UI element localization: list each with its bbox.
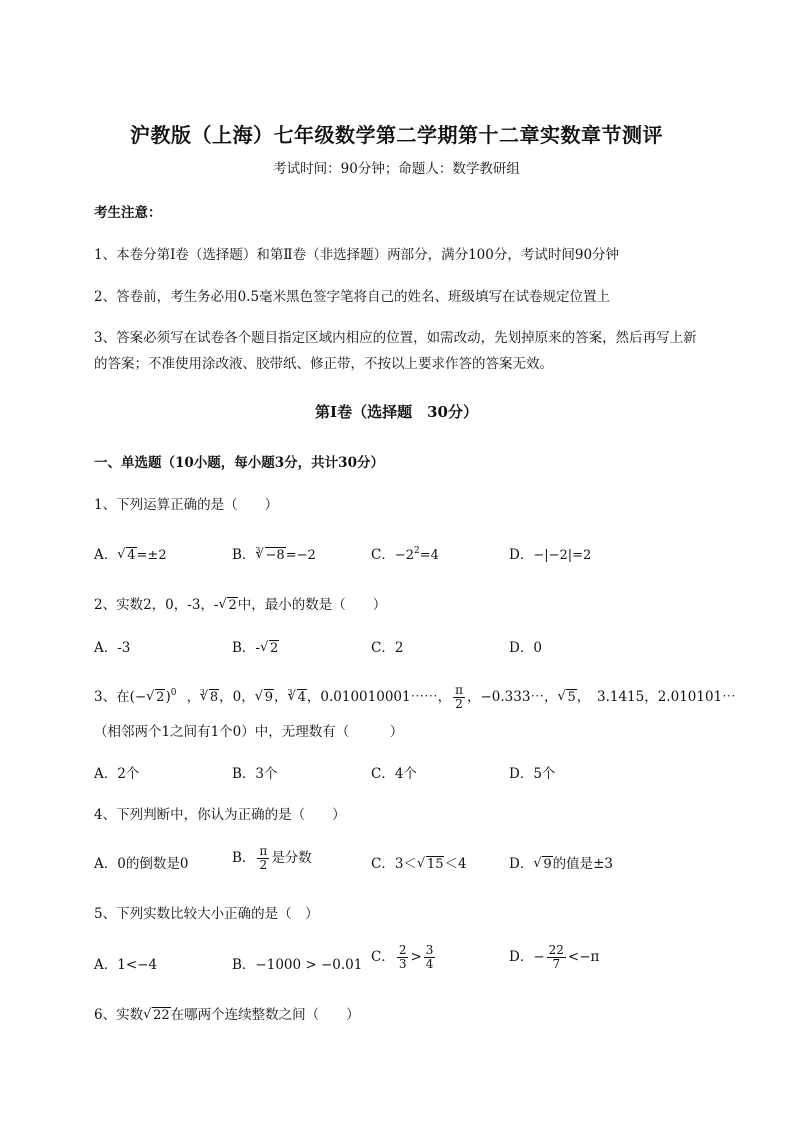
math-text: −|−2|=2: [533, 548, 592, 563]
fraction-numerator: 3: [425, 943, 434, 957]
question-3-option-a[interactable]: A．2个: [94, 766, 140, 782]
radicand: 2: [269, 641, 279, 656]
exponent: 2: [414, 546, 420, 556]
option-label: D．: [509, 547, 534, 563]
stem-text: 3、在(−: [94, 689, 147, 705]
option-text: 的值是±3: [552, 856, 614, 872]
stem-text: 2、实数2，0，-3，-: [94, 597, 219, 613]
question-1-stem: 1、下列运算正确的是（ ）: [94, 497, 279, 513]
fraction-numerator: 22: [548, 943, 564, 957]
stem-text: ，: [274, 689, 288, 705]
question-3-stem-line1: 3、在(−√ 2)$^0$ ，$^3$√ 8，0，√ 9，$^3$√ 4，0.010010001⋯⋯， $\frac{\pi}{2}$ ，−0.333⋯，√ 5， 3.1415，2.010101⋯: [94, 684, 736, 711]
option-label: A．: [94, 547, 118, 563]
question-3-option-d[interactable]: D．5个: [509, 766, 556, 782]
notice-item-3-line2: 的答案；不准使用涂改液、胶带纸、修正带，不按以上要求作答的答案无效。: [94, 356, 553, 372]
math-text: >: [410, 949, 422, 965]
option-label: B．-: [232, 640, 260, 656]
radicand: 2: [156, 690, 165, 705]
option-label: B．: [232, 547, 256, 563]
question-4-stem: 4、下列判断中，你认为正确的是（ ）: [94, 807, 346, 823]
question-1-option-b[interactable]: [232, 543, 316, 563]
option-label: C．: [371, 949, 395, 965]
question-5-option-b[interactable]: B．−1000 > −0.01: [232, 957, 363, 973]
math-text: =±2: [136, 548, 167, 563]
exponent: 0: [170, 688, 177, 698]
notice-item-2: 2、答卷前，考生务必用0.5毫米黑色签字笔将自己的姓名、班级填写在试卷规定位置上: [94, 289, 611, 305]
math-text: −2: [394, 548, 415, 563]
question-1-option-a[interactable]: [94, 543, 167, 563]
fraction-denominator: 7: [552, 957, 561, 971]
fraction-denominator: 2: [259, 858, 268, 872]
stem-text: 中，最小的数是（ ）: [237, 597, 387, 613]
notice-item-1: 1、本卷分第Ⅰ卷（选择题）和第Ⅱ卷（非选择题）两部分，满分100分，考试时间90分钟: [94, 247, 620, 263]
question-4-option-d[interactable]: [509, 852, 613, 872]
part-heading: 一、单选题（10小题，每小题3分，共计30分）: [94, 455, 384, 471]
radicand: 5: [567, 690, 576, 705]
question-5-stem: 5、下列实数比较大小正确的是（ ）: [94, 906, 319, 922]
radicand: 22: [153, 1008, 170, 1023]
question-2-option-c[interactable]: C．2: [371, 640, 404, 656]
root-index: 3: [199, 688, 205, 697]
stem-text: 在哪两个连续整数之间（ ）: [170, 1007, 360, 1023]
option-label: C．3＜: [371, 856, 417, 872]
question-5-option-c[interactable]: [371, 944, 437, 971]
radicand: 8: [209, 690, 219, 705]
radicand: 2: [228, 598, 237, 613]
fraction-numerator: 2: [398, 943, 407, 957]
section-title: 第Ⅰ卷（选择题 30分）: [315, 403, 478, 421]
page-title: 沪教版（上海）七年级数学第二学期第十二章实数章节测评: [130, 123, 663, 147]
fraction-numerator: π: [455, 683, 463, 697]
stem-text: ，0，: [219, 689, 255, 705]
stem-text: ，−0.333⋯，: [466, 689, 558, 705]
question-1-option-c[interactable]: [371, 543, 439, 563]
stem-text: ): [165, 689, 171, 705]
notice-item-3-line1: 3、答案必须写在试卷各个题目指定区域内相应的位置，如需改动，先划掉原来的答案，然后再写上新: [94, 330, 697, 346]
question-2-option-b[interactable]: [232, 636, 279, 656]
question-5-option-d[interactable]: [509, 944, 599, 971]
radicand: 15: [426, 857, 444, 872]
radicand: 4: [127, 548, 136, 563]
option-label: C．: [371, 547, 395, 563]
stem-text: ，0.010010001⋯⋯，: [306, 689, 452, 705]
fraction-denominator: 4: [425, 957, 434, 971]
question-4-option-c[interactable]: [371, 852, 467, 872]
question-2-stem: [94, 593, 386, 613]
math-text: =−2: [285, 548, 316, 563]
radicand: −8: [265, 548, 285, 563]
question-2-option-a[interactable]: A．-3: [94, 640, 131, 656]
root-index: 3: [255, 546, 261, 555]
question-1-option-d[interactable]: [509, 543, 591, 563]
option-label: B．: [232, 850, 256, 866]
option-text: 是分数: [271, 850, 312, 866]
option-label: D．−: [509, 949, 545, 965]
question-2-option-d[interactable]: D．0: [509, 640, 542, 656]
math-text: <−π: [567, 949, 600, 965]
radicand: 9: [264, 690, 274, 705]
question-3-option-c[interactable]: C．4个: [371, 766, 417, 782]
stem-text: 6、实数: [94, 1007, 144, 1023]
math-text: =4: [419, 548, 439, 563]
stem-text: ， 3.1415，2.010101⋯: [576, 689, 736, 705]
question-4-option-b[interactable]: [232, 845, 312, 872]
option-text: ＜4: [444, 856, 467, 872]
exam-subtitle: 考试时间：90分钟；命题人：数学教研组: [273, 161, 520, 177]
question-3-option-b[interactable]: B．3个: [232, 766, 278, 782]
fraction-denominator: 2: [455, 697, 463, 711]
fraction-denominator: 3: [398, 957, 407, 971]
question-3-stem-line2: （相邻两个1之间有1个0）中，无理数有（ ）: [94, 724, 404, 740]
radicand: 4: [297, 690, 306, 705]
question-4-option-a[interactable]: A．0的倒数是0: [94, 856, 189, 872]
notice-heading: 考生注意：: [94, 205, 162, 221]
question-6-stem: [94, 1003, 360, 1023]
question-5-option-a[interactable]: A．1<−4: [94, 957, 158, 973]
fraction-numerator: π: [259, 844, 268, 858]
root-index: 3: [287, 688, 293, 697]
radicand: 9: [543, 857, 552, 872]
option-label: D．: [509, 856, 534, 872]
